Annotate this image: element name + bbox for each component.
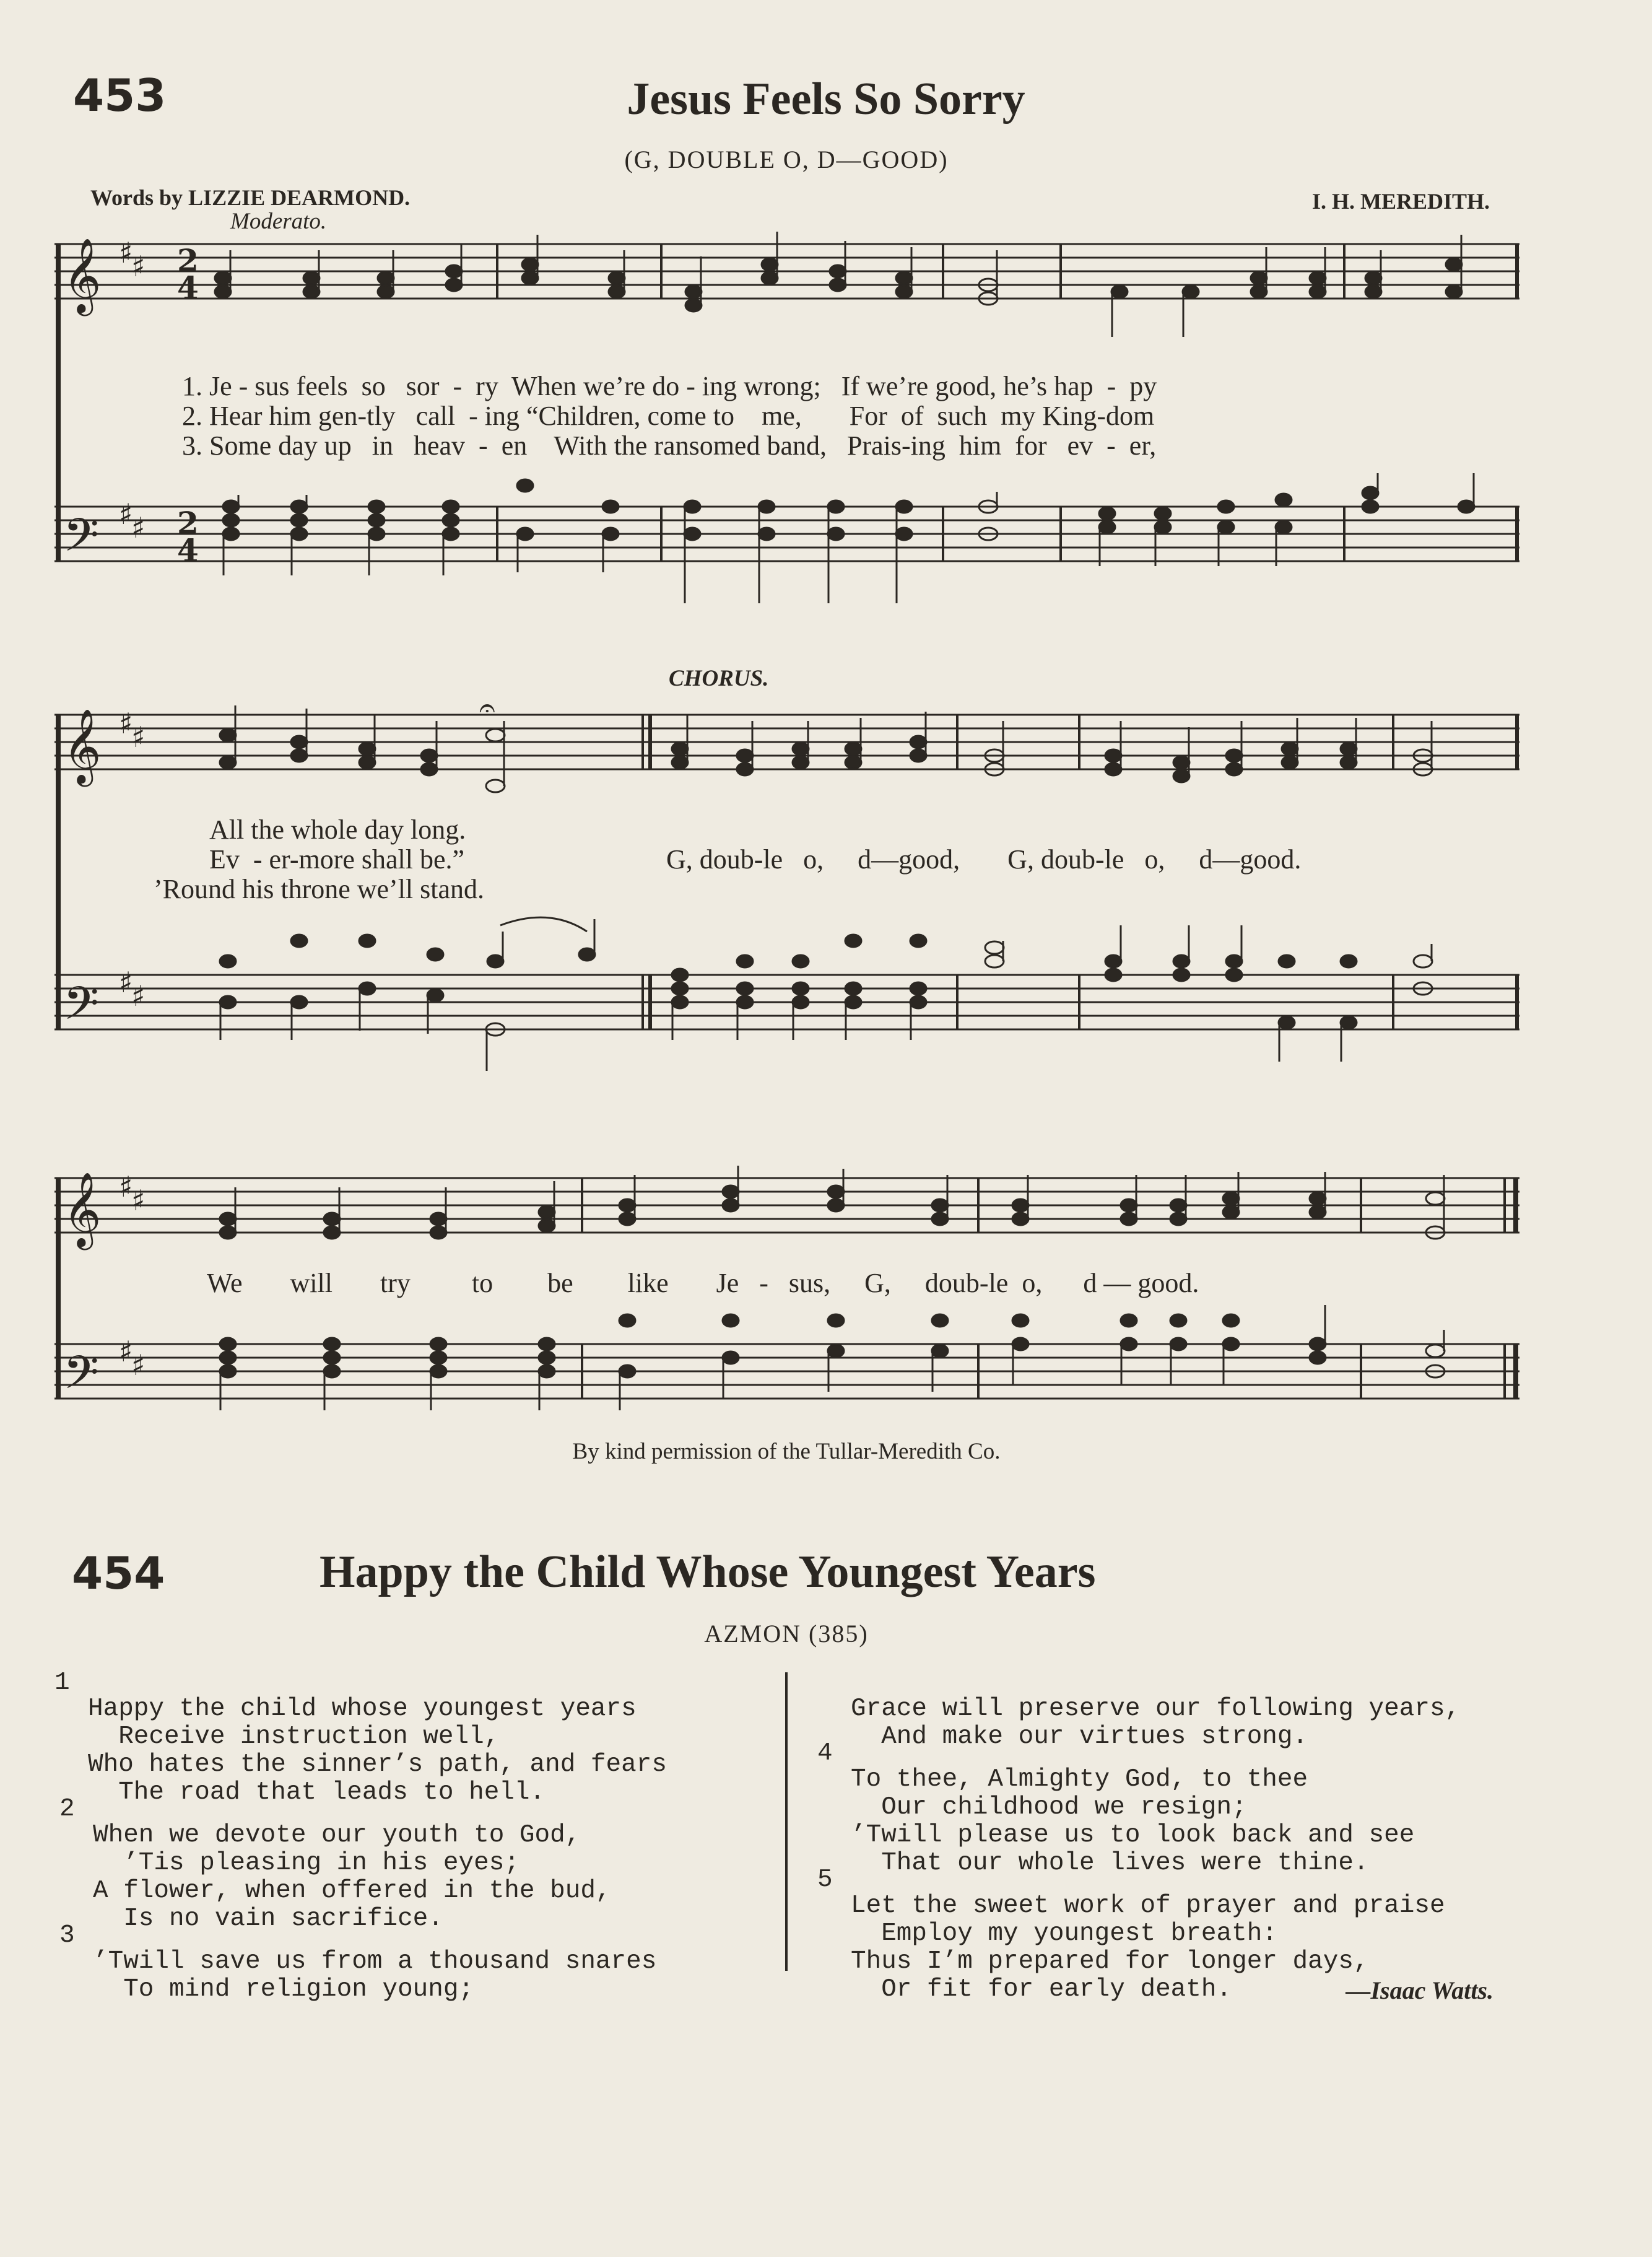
svg-text:4: 4 <box>177 532 199 569</box>
hymn-453-number: 453 <box>73 69 167 121</box>
verse-2-lyrics: 2. Hear him gen-tly call - ing “Children, come to me, For of such my King-dom <box>182 401 1155 431</box>
chorus-refrain-lyrics: G, doub-le o, d—good, G, doub-le o, d—good. <box>666 844 1302 875</box>
stanza-4-number: 4 <box>817 1739 833 1768</box>
music-credit: I. H. MEREDITH. <box>1311 189 1490 214</box>
music-system-2 <box>54 691 1519 1105</box>
stanza-line: That our whole lives were thine. <box>851 1849 1369 1877</box>
stanza-line: Who hates the sinner’s path, and fears <box>88 1750 667 1779</box>
stanza-line: Employ my youngest breath: <box>851 1919 1277 1948</box>
svg-text:♯: ♯ <box>131 250 146 283</box>
stanza-5 <box>851 1864 1445 2032</box>
stanza-line: Or fit for early death. <box>851 1975 1232 2004</box>
stanza-3 <box>93 1920 656 2032</box>
hymn-453-tune-name: (G, DOUBLE O, D—GOOD) <box>624 146 949 173</box>
svg-text:𝄞: 𝄞 <box>63 237 102 313</box>
stanza-line: Receive instruction well, <box>88 1722 500 1751</box>
stanza-line: ’Twill save us from a thousand snares <box>93 1947 657 1976</box>
chorus-lead-in-verse-1: All the whole day long. <box>209 814 466 845</box>
svg-text:𝄢: 𝄢 <box>63 1346 99 1411</box>
svg-text:♯: ♯ <box>131 1348 146 1382</box>
stanza-line: Our childhood we resign; <box>851 1793 1247 1822</box>
hymn-454-number: 454 <box>72 1547 165 1599</box>
hymn-454-tune-name: AZMON (385) <box>704 1620 869 1648</box>
svg-text:♯: ♯ <box>131 1184 146 1217</box>
svg-text:♯: ♯ <box>119 236 133 269</box>
tempo-marking: Moderato. <box>230 209 327 234</box>
svg-text:𝄞: 𝄞 <box>63 708 102 784</box>
svg-text:♯: ♯ <box>131 511 146 544</box>
stanza-line: Is no vain sacrifice. <box>93 1905 443 1933</box>
stanza-line: When we devote our youth to God, <box>93 1821 581 1849</box>
column-divider <box>785 1672 788 1971</box>
svg-text:2: 2 <box>177 505 199 541</box>
stanza-3-number: 3 <box>59 1921 75 1950</box>
svg-text:♯: ♯ <box>119 497 133 531</box>
final-line-lyrics: We will try to be like Je - sus, G, doub-le o, d — good. <box>207 1268 1199 1298</box>
stanza-2-number: 2 <box>59 1795 75 1823</box>
stanza-line: And make our virtues strong. <box>851 1722 1308 1751</box>
hymn-454-title: Happy the Child Whose Youngest Years <box>320 1547 1096 1597</box>
verse-1-lyrics: 1. Je - sus feels so sor - ry When we’re do - ing wrong; If we’re good, he’s hap - py <box>182 371 1157 401</box>
stanza-5-number: 5 <box>817 1866 833 1894</box>
stanza-line: The road that leads to hell. <box>88 1778 546 1807</box>
stanza-line: ’Twill please us to look back and see <box>851 1821 1415 1849</box>
chorus-label: CHORUS. <box>669 666 769 691</box>
stanza-line: To thee, Almighty God, to thee <box>851 1765 1308 1794</box>
stanza-1-number: 1 <box>54 1669 70 1697</box>
svg-text:𝄐: 𝄐 <box>479 691 495 724</box>
svg-text:4: 4 <box>177 269 199 306</box>
svg-text:♯: ♯ <box>131 979 146 1013</box>
chorus-lead-in-verse-2: Ev - er-more shall be.” <box>209 844 465 875</box>
svg-text:♯: ♯ <box>119 1335 133 1368</box>
words-credit: Words by LIZZIE DEARMOND. <box>90 185 411 210</box>
svg-text:♯: ♯ <box>119 1170 133 1203</box>
svg-text:𝄢: 𝄢 <box>63 977 99 1042</box>
verse-3-lyrics: 3. Some day up in heav - en With the ransomed band, Prais-ing him for ev - er, <box>182 430 1157 461</box>
svg-text:♯: ♯ <box>119 966 133 999</box>
author-attribution: —Isaac Watts. <box>1346 1976 1493 2004</box>
svg-text:♯: ♯ <box>131 720 146 754</box>
svg-text:2: 2 <box>177 242 199 279</box>
stanza-line: To mind religion young; <box>93 1975 474 2004</box>
permission-note: By kind permission of the Tullar-Meredith Co. <box>572 1439 1001 1464</box>
stanza-line: ’Tis pleasing in his eyes; <box>93 1849 520 1877</box>
stanza-line: A flower, when offered in the bud, <box>93 1877 611 1905</box>
hymn-453-title: Jesus Feels So Sorry <box>627 74 1025 124</box>
stanza-line: Happy the child whose youngest years <box>88 1695 637 1723</box>
svg-text:𝄞: 𝄞 <box>63 1171 102 1247</box>
chorus-lead-in-verse-3: ’Round his throne we’ll stand. <box>154 874 485 904</box>
svg-text:𝄢: 𝄢 <box>63 509 99 574</box>
stanza-line: Grace will preserve our following years, <box>851 1695 1461 1723</box>
stanza-line: Let the sweet work of prayer and praise <box>851 1892 1445 1920</box>
svg-text:♯: ♯ <box>119 707 133 740</box>
stanza-line: Thus I’m prepared for longer days, <box>851 1947 1369 1976</box>
